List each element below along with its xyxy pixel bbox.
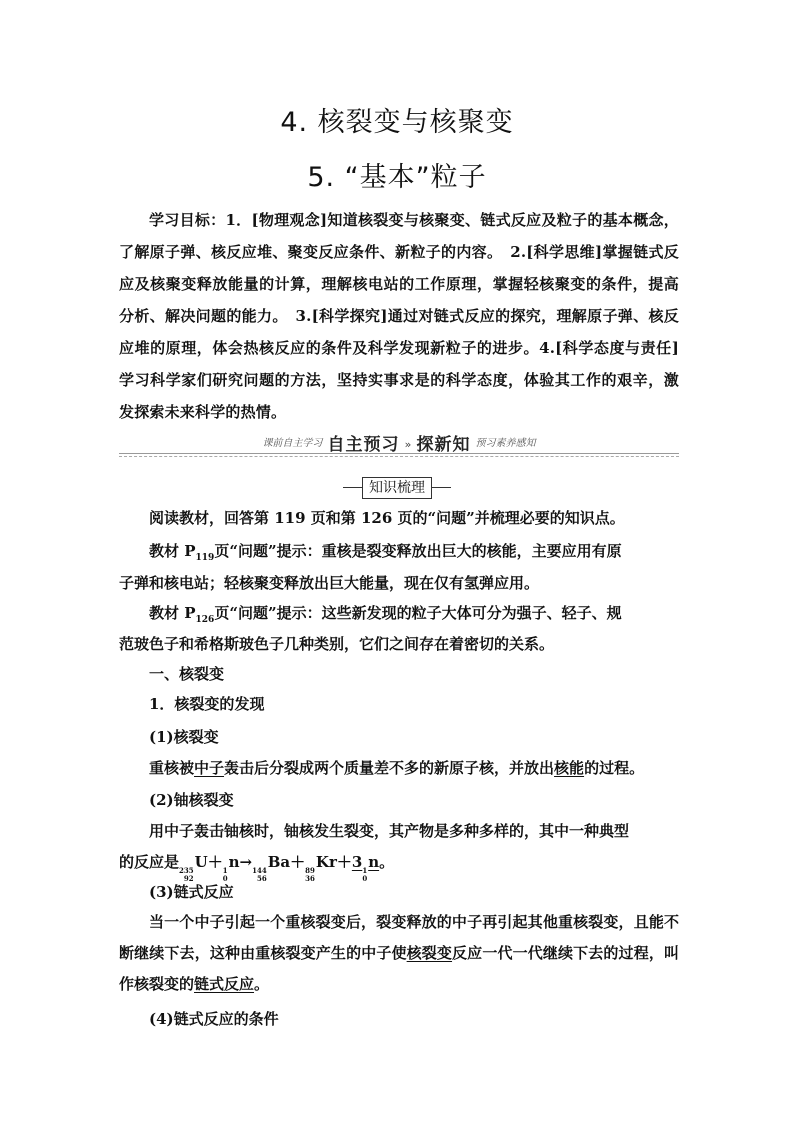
- fill-blank-nuclear-energy: 核能: [554, 759, 585, 777]
- neutron-numbers: [223, 867, 228, 883]
- ba-symbol: Ba: [267, 853, 291, 871]
- plus-sign: ＋: [207, 853, 223, 871]
- neutron-coefficient: 3: [351, 853, 363, 871]
- p119-prefix: 教材 P: [149, 542, 196, 560]
- double-chevron-icon: »: [404, 438, 412, 451]
- p119-page: 119: [195, 553, 215, 563]
- item1-text: [119, 758, 679, 778]
- fill-blank-neutron: 中子: [194, 759, 225, 777]
- p119-text: 页“问题”提示：重核是裂变释放出巨大的核能，主要应用有原: [214, 542, 622, 560]
- section-banner: [119, 428, 679, 458]
- barium-isotope-numbers: [252, 867, 267, 883]
- banner-left-text: 课前自主学习: [262, 438, 323, 449]
- item1-part-c: 轰击后分裂成两个质量差不多的新原子核，并放出: [224, 759, 555, 777]
- item3-part-a: 当一个中子引起一个重核裂变后，裂变释放的中子再引起其他重核裂变，且能不断继续下去，这种由重核裂变产生的中子使: [119, 913, 679, 962]
- kr-mass: 89: [305, 866, 315, 875]
- reaction-arrow: →: [239, 853, 253, 871]
- kr-symbol: Kr: [315, 853, 337, 871]
- p126-text: 页“问题”提示：这些新发现的粒子大体可分为强子、轻子、规: [214, 604, 622, 622]
- item2-heading: (2)铀核裂变: [149, 791, 234, 809]
- u-symbol: U: [194, 853, 208, 871]
- page-title: 4. 核裂变与核聚变: [280, 107, 514, 138]
- learning-goals: [119, 204, 679, 428]
- item3-part-e: 。: [254, 975, 270, 993]
- item1-heading: (1)核裂变: [149, 728, 219, 746]
- item2-line1: 用中子轰击铀核时，铀核发生裂变，其产物是多种多样的，其中一种典型: [149, 822, 630, 840]
- banner-right-text: 预习素养感知: [475, 438, 536, 449]
- u-number: 92: [183, 874, 194, 883]
- fission-equation: [119, 852, 679, 883]
- learning-goals-label: 学习目标：: [149, 211, 226, 229]
- banner-main-text-2: 探新知: [416, 435, 471, 455]
- p126-hint-line2: 范玻色子和希格斯玻色子几种类别，它们之间存在着密切的关系。: [119, 635, 555, 653]
- n-number-2: 0: [362, 874, 368, 883]
- n-mass: 1: [222, 866, 228, 875]
- plus-sign-3: ＋: [336, 853, 352, 871]
- banner-main-text-1: 自主预习: [327, 435, 400, 455]
- p119-hint: [119, 541, 679, 561]
- n-symbol: n: [228, 853, 240, 871]
- item1-part-e: 的过程。: [584, 759, 645, 777]
- knowledge-tag-label: 知识梳理: [362, 477, 432, 499]
- intro-paragraph: 阅读教材，回答第 119 页和第 126 页的“问题”并梳理必要的知识点。: [149, 509, 625, 527]
- plus-sign-2: ＋: [290, 853, 306, 871]
- item3-paragraph: [119, 907, 679, 1000]
- fill-blank-neutrons: [351, 853, 380, 883]
- u-mass: 235: [179, 866, 194, 875]
- page-subtitle: 5. “基本”粒子: [307, 162, 487, 193]
- fill-blank-fission: 核裂变: [406, 944, 453, 962]
- neutron-numbers-2: [362, 867, 367, 883]
- knowledge-tag: [343, 477, 451, 497]
- n-mass-2: 1: [362, 866, 368, 875]
- learning-goals-text: 1．[物理观念]知道核裂变与核聚变、链式反应及粒子的基本概念，了解原子弹、核反应堆、聚变反应条件、新粒子的内容。 2.[科学思维]掌握链式反应及核聚变释放能量的计算，理解核电站的工作原理，掌握轻核聚变的条件，提高分析、解决问题的能力。 3.[科学探究]通过对链式反应的探究，理解原子弹、核反应堆的原理，体会热核反应的条件及科学发现新粒子的进步。4.[科学态度与责任]学习科学家们研究问题的方法，坚持实事求是的科学态度，体验其工作的艰辛，激发探索未来科学的热情。: [119, 211, 679, 421]
- p126-hint: [119, 603, 679, 623]
- fill-blank-chain-reaction: 链式反应: [194, 975, 255, 993]
- item1-part-a: 重核被: [149, 759, 195, 777]
- item4-heading: (4)链式反应的条件: [149, 1010, 279, 1028]
- n-symbol-2: n: [368, 853, 380, 871]
- equation-prefix: 的反应是: [119, 853, 180, 871]
- item3-heading: (3)链式反应: [149, 883, 234, 901]
- kr-number: 36: [305, 874, 315, 883]
- p126-prefix: 教材 P: [149, 604, 196, 622]
- ba-mass: 144: [252, 866, 267, 875]
- krypton-isotope-numbers: [305, 867, 315, 883]
- section-heading: 一、核裂变: [149, 665, 225, 683]
- p126-page: 126: [195, 615, 215, 625]
- n-number: 0: [222, 874, 228, 883]
- equation-end: 。: [379, 853, 395, 871]
- ba-number: 56: [256, 874, 267, 883]
- uranium-isotope-numbers: [179, 867, 194, 883]
- item3-part-c: 反应一代一代继续下去的过程，叫作核裂变的: [119, 944, 679, 993]
- subsection-heading: 1．核裂变的发现: [149, 695, 265, 713]
- p119-hint-line2: 子弹和核电站；轻核聚变释放出巨大能量，现在仅有氢弹应用。: [119, 574, 540, 592]
